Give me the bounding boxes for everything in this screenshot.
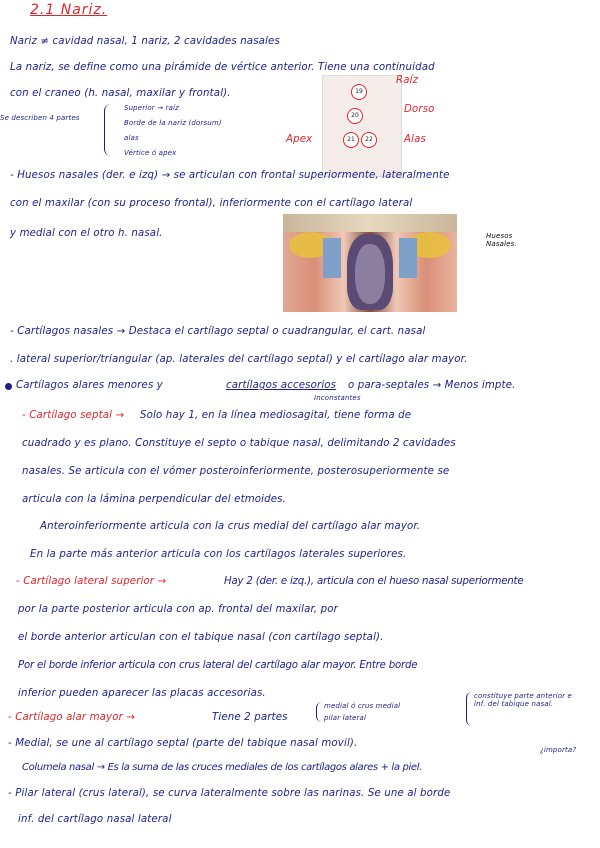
text-line: Cartílagos alares menores y [16, 380, 163, 391]
text-line: - Cartílagos nasales → Destaca el cartílago septal o cuadrangular, el cart. nasal [10, 326, 426, 337]
text-line: Por el borde inferior articula con crus lateral del cartílago alar mayor. Entre borde [18, 660, 418, 671]
annotation: pilar lateral [324, 714, 367, 722]
annotation: constituye parte anterior e inf. del tabique nasal. [474, 692, 572, 708]
text-line: Solo hay 1, en la línea mediosagital, tiene forma de [140, 410, 412, 421]
parts-brace [466, 692, 472, 726]
text-line: el borde anterior articulan con el tabique nasal (con cartílago septal). [18, 632, 384, 643]
part-item: Superior → raíz [124, 104, 179, 112]
diagram-label-apex: Apex [286, 134, 313, 145]
annotation: ¿importa? [540, 746, 577, 754]
text-line: - Pilar lateral (crus lateral), se curva lateralmente sobre las narinas. Se une al borde [8, 788, 451, 799]
text-line: con el craneo (h. nasal, maxilar y frontal). [10, 88, 231, 99]
diagram-number: 21 [343, 132, 359, 148]
text-line: . lateral superior/triangular (ap. laterales del cartílago septal) y el cartílago alar mayor. [10, 354, 468, 365]
parts-intro: Se describen 4 partes [0, 114, 80, 122]
text-line: por la parte posterior articula con ap. frontal del maxilar, por [18, 604, 339, 615]
text-line: - Huesos nasales (der. e izq) → se articulan con frontal superiormente, lateralmente [10, 170, 450, 181]
parts-brace [316, 702, 322, 722]
heading-lateral-superior: - Cartílago lateral superior → [16, 576, 167, 587]
annotation: Inconstantes [314, 394, 361, 402]
text-line: - Medial, se une al cartílago septal (parte del tabique nasal movil). [8, 738, 358, 749]
heading-cartilago-septal: - Cartílago septal → [22, 410, 125, 421]
text-line: nasales. Se articula con el vómer posteroinferiormente, posterosuperiormente se [22, 466, 450, 477]
part-item: Borde de la nariz (dorsum) [124, 119, 222, 127]
page-title: 2.1 Nariz. [30, 2, 108, 18]
diagram-number: 22 [361, 132, 377, 148]
text-line: cartílagos accesorios [226, 380, 337, 391]
text-line: inf. del cartílago nasal lateral [18, 814, 172, 825]
text-line: y medial con el otro h. nasal. [10, 228, 163, 239]
part-item: Vértice ó apex [124, 149, 177, 157]
text-line: Anteroinferiormente articula con la crus medial del cartílago alar mayor. [40, 521, 421, 532]
text-line: Nariz ≠ cavidad nasal, 1 nariz, 2 cavidades nasales [10, 36, 280, 47]
text-line: o para-septales → Menos impte. [348, 380, 516, 391]
text-line: Columela nasal → Es la suma de las cruces mediales de los cartílagos alares + la piel. [22, 762, 422, 773]
part-item: alas [124, 134, 139, 142]
nose-diagram [322, 75, 402, 177]
text-line: inferior pueden aparecer las placas accesorias. [18, 688, 266, 699]
text-line: En la parte más anterior articula con los cartílagos laterales superiores. [30, 549, 407, 560]
nasal-bones-photo [283, 214, 457, 312]
parts-brace [104, 104, 111, 156]
text-line: Tiene 2 partes [212, 712, 288, 723]
photo-label: Huesos Nasales. [486, 232, 517, 248]
annotation: medial ó crus medial [324, 702, 401, 710]
text-line: Hay 2 (der. e izq.), articula con el hueso nasal superiormente [224, 576, 524, 587]
diagram-number: 20 [347, 108, 363, 124]
diagram-label-dorso: Dorso [404, 104, 435, 115]
text-line: con el maxilar (con su proceso frontal), inferiormente con el cartílago lateral [10, 198, 413, 209]
diagram-number: 19 [351, 84, 367, 100]
diagram-label-raiz: Raíz [396, 75, 419, 86]
diagram-label-alas: Alas [404, 134, 426, 145]
bullet-icon [5, 383, 12, 390]
text-line: articula con la lámina perpendicular del etmoides. [22, 494, 287, 505]
text-line: La nariz, se define como una pirámide de vértice anterior. Tiene una continuidad [10, 62, 435, 73]
text-line: cuadrado y es plano. Constituye el septo o tabique nasal, delimitando 2 cavidades [22, 438, 456, 449]
heading-alar-mayor: - Cartílago alar mayor → [8, 712, 136, 723]
